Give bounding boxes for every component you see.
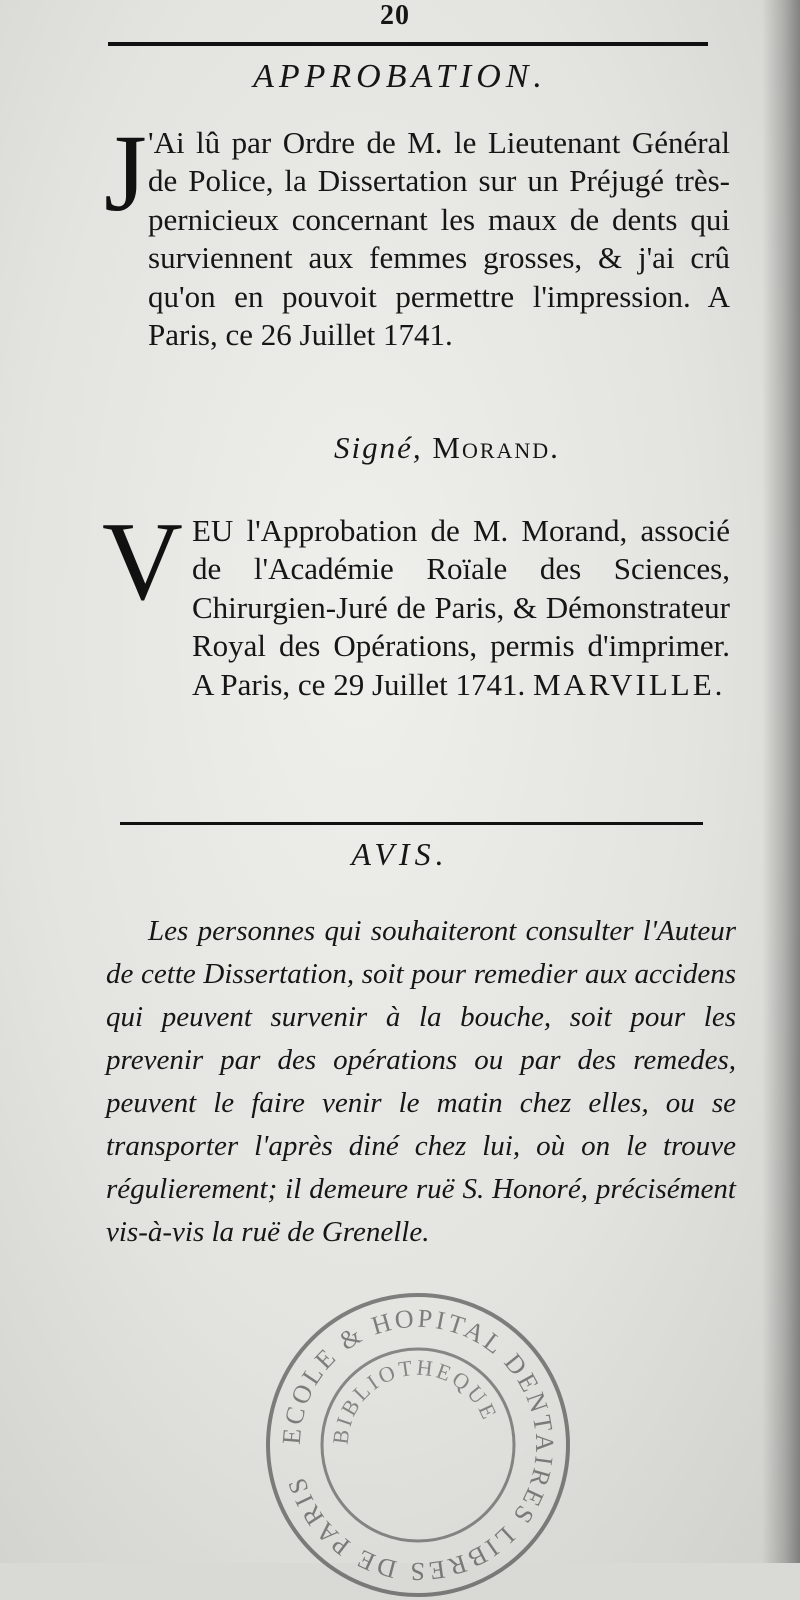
approbation-drop-cap: J — [104, 112, 147, 234]
approbation-signature — [334, 430, 560, 466]
stamp-outer-text: ECOLE & HOPITAL DENTAIRES LIBRES DE PARIS — [276, 1303, 560, 1587]
page-edge-shadow — [762, 0, 800, 1563]
approbation-body: 'Ai lû par Ordre de M. le Lieutenant Général de Police, la Dissertation sur un Préjugé très-pernicieux concernant les maux de dents qui surviennent aux femmes grosses, & j'ai crû qu'on en pouvoit permettre l'impression. A Paris, ce 26 Juillet 1741. — [148, 125, 730, 353]
top-rule — [108, 42, 708, 46]
permission-signer: MARVILLE. — [532, 666, 726, 702]
library-stamp-seal — [263, 1290, 573, 1600]
stamp-inner-text: BIBLIOTHEQUE — [327, 1354, 504, 1446]
permission-text — [104, 512, 730, 704]
avis-text — [106, 910, 736, 1254]
permission-drop-cap: V — [102, 500, 183, 624]
page-number: 20 — [380, 0, 410, 31]
permission-body: EU l'Approbation de M. Morand, associé de l'Académie Roïale des Sciences, Chirurgien-Juré de Paris, & Démonstrateur Royal des Opérations, permis d'imprimer. A Paris, ce 29 Juillet 1741. — [192, 513, 730, 702]
approbation-heading: APPROBATION. — [253, 58, 547, 95]
middle-rule — [120, 822, 703, 825]
avis-heading: AVIS. — [351, 836, 449, 872]
signature-name: Morand. — [432, 430, 560, 465]
signature-label: Signé, — [334, 430, 423, 465]
approbation-text — [104, 124, 730, 354]
svg-text:ECOLE & HOPITAL DENTAIRES LIBR — [277, 1304, 559, 1586]
avis-body: Les personnes qui souhaiteront consulter l'Auteur de cette Dissertation, soit pour remedier aux accidens qui peuvent survenir à la bouche, soit pour les prevenir par des opérations ou par des remedes, peuvent le faire venir le matin chez elles, ou se transporter l'après diné chez lui, où on le trouve régulierement; il demeure ruë S. Honoré, précisément vis-à-vis la ruë de Grenelle. — [106, 915, 736, 1248]
